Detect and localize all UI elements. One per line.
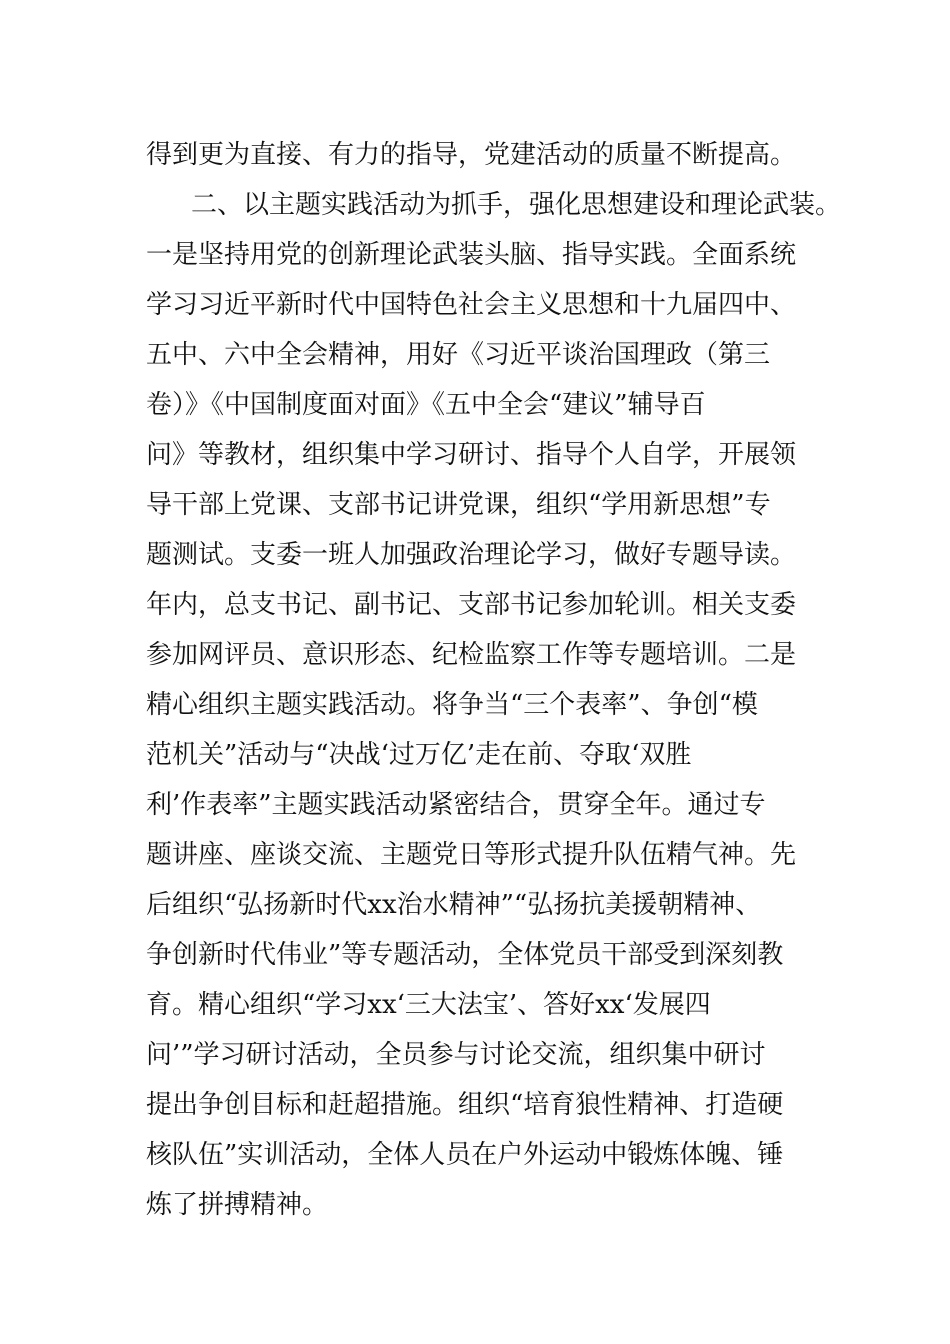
text-line-21: 核队伍”实训活动，全体人员在户外运动中锻炼体魄、锤 [146, 1140, 784, 1170]
text-line-14: 利’作表率”主题实践活动紧密结合，贯穿全年。通过专 [146, 790, 766, 820]
text-line-8: 导干部上党课、支部书记讲党课，组织“学用新思想”专 [146, 490, 771, 520]
text-line-15: 题讲座、座谈交流、主题党日等形式提升队伍精气神。先 [146, 840, 797, 870]
body-text [146, 130, 846, 1230]
text-line-22: 炼了拼搏精神。 [146, 1190, 329, 1220]
text-line-10: 年内，总支书记、副书记、支部书记参加轮训。相关支委 [146, 590, 797, 620]
text-line-16: 后组织“弘扬新时代xx治水精神”“弘扬抗美援朝精神、 [146, 890, 762, 920]
text-line-19: 问’”学习研讨活动，全员参与讨论交流，组织集中研讨 [146, 1040, 766, 1070]
text-line-4: 学习习近平新时代中国特色社会主义思想和十九届四中、 [146, 290, 797, 320]
text-line-9: 题测试。支委一班人加强政治理论学习，做好专题导读。 [146, 540, 797, 570]
text-line-18: 育。精心组织“学习xx‘三大法宝’、答好xx‘发展四 [146, 990, 711, 1020]
text-line-20: 提出争创目标和赶超措施。组织“培育狼性精神、打造硬 [146, 1090, 784, 1120]
section-heading: 二、以主题实践活动为抓手，强化思想建设和理论武装。 [191, 190, 842, 220]
text-line-3: 一是坚持用党的创新理论武装头脑、指导实践。全面系统 [146, 240, 797, 270]
text-line-13: 范机关”活动与“决战‘过万亿’走在前、夺取‘双胜 [146, 740, 692, 770]
text-line-6: 卷）》《中国制度面对面》《五中全会“建议”辅导百 [146, 390, 706, 420]
text-line-17: 争创新时代伟业”等专题活动，全体党员干部受到深刻教 [146, 940, 784, 970]
text-line-11: 参加网评员、意识形态、纪检监察工作等专题培训。二是 [146, 640, 797, 670]
text-line-1: 得到更为直接、有力的指导，党建活动的质量不断提高。 [146, 140, 797, 170]
text-line-12: 精心组织主题实践活动。将争当“三个表率”、争创“模 [146, 690, 758, 720]
text-line-5: 五中、六中全会精神，用好《习近平谈治国理政（第三 [146, 340, 771, 370]
text-line-7: 问》等教材，组织集中学习研讨、指导个人自学，开展领 [146, 440, 797, 470]
